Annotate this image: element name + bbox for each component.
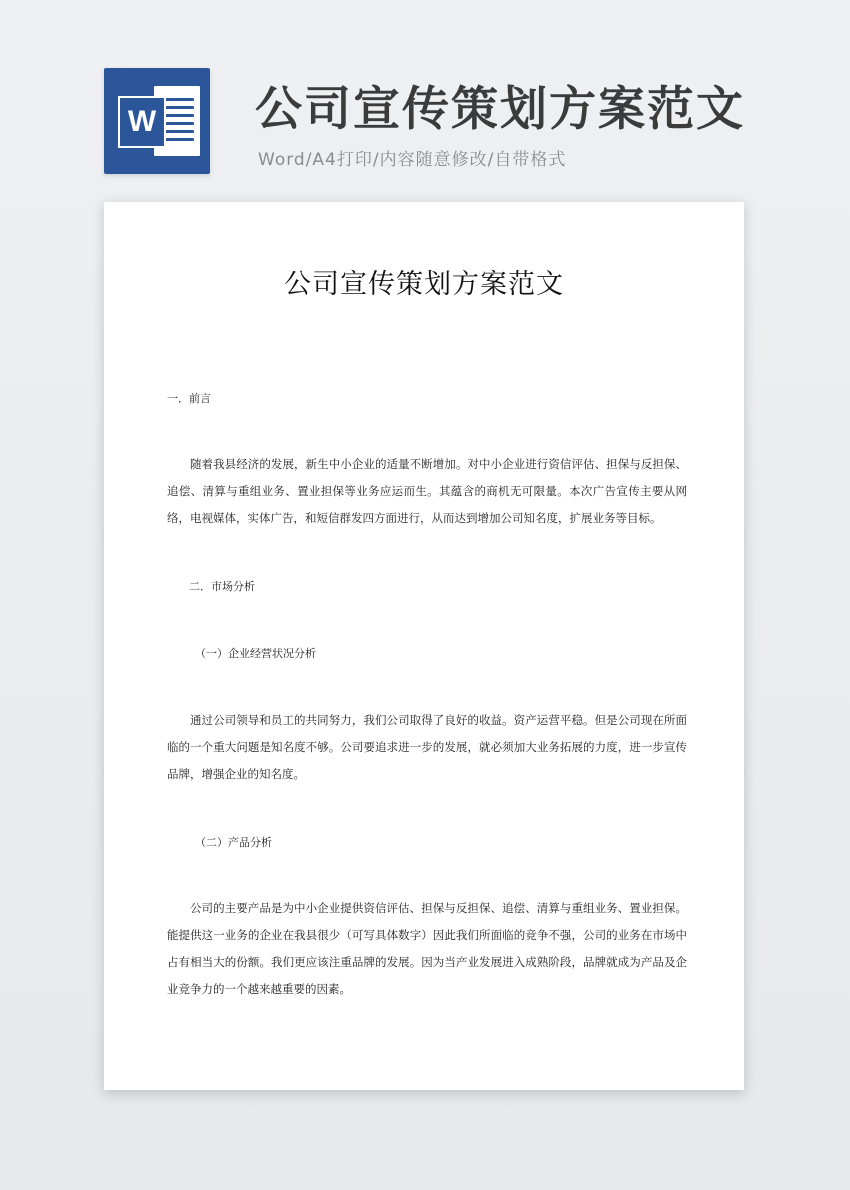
paragraph-preface: 随着我县经济的发展，新生中小企业的适量不断增加。对中小企业进行资信评估、担保与反担保、追偿、清算与重组业务、置业担保等业务应运而生。其蕴含的商机无可限量。本次广告宣传主要从网络，电视媒体，实体广告，和短信群发四方面进行，从而达到增加公司知名度，扩展业务等目标。 — [167, 457, 687, 525]
section-heading-market-analysis: 二．市场分析 — [189, 580, 255, 593]
document-title: 公司宣传策划方案范文 — [284, 269, 564, 300]
word-app-icon — [104, 68, 210, 174]
page-subtitle: Word/A4打印/内容随意修改/自带格式 — [258, 150, 567, 170]
paragraph-product-analysis: 公司的主要产品是为中小企业提供资信评估、担保与反担保、追偿、清算与重组业务、置业担保。能提供这一业务的企业在我县很少（可写具体数字）因此我们所面临的竞争不强，公司的业务在市场中占有相当大的份额。我们更应该注重品牌的发展。因为当产业发展进入成熟阶段，品牌就成为产品及企业竞争力的一个越来越重要的因素。 — [167, 901, 687, 996]
paragraph-business-status: 通过公司领导和员工的共同努力，我们公司取得了良好的收益。资产运营平稳。但是公司现在所面临的一个重大问题是知名度不够。公司要追求进一步的发展，就必须加大业务拓展的力度，进一步宣传品牌，增强企业的知名度。 — [167, 713, 687, 781]
section-heading-preface: 一．前言 — [167, 392, 211, 405]
page-title: 公司宣传策划方案范文 — [255, 82, 745, 137]
subsection-heading-product-analysis: （二）产品分析 — [195, 836, 272, 849]
word-w-badge: W — [118, 96, 166, 148]
document-page — [104, 202, 744, 1090]
subsection-heading-business-status: （一）企业经营状况分析 — [195, 647, 316, 660]
